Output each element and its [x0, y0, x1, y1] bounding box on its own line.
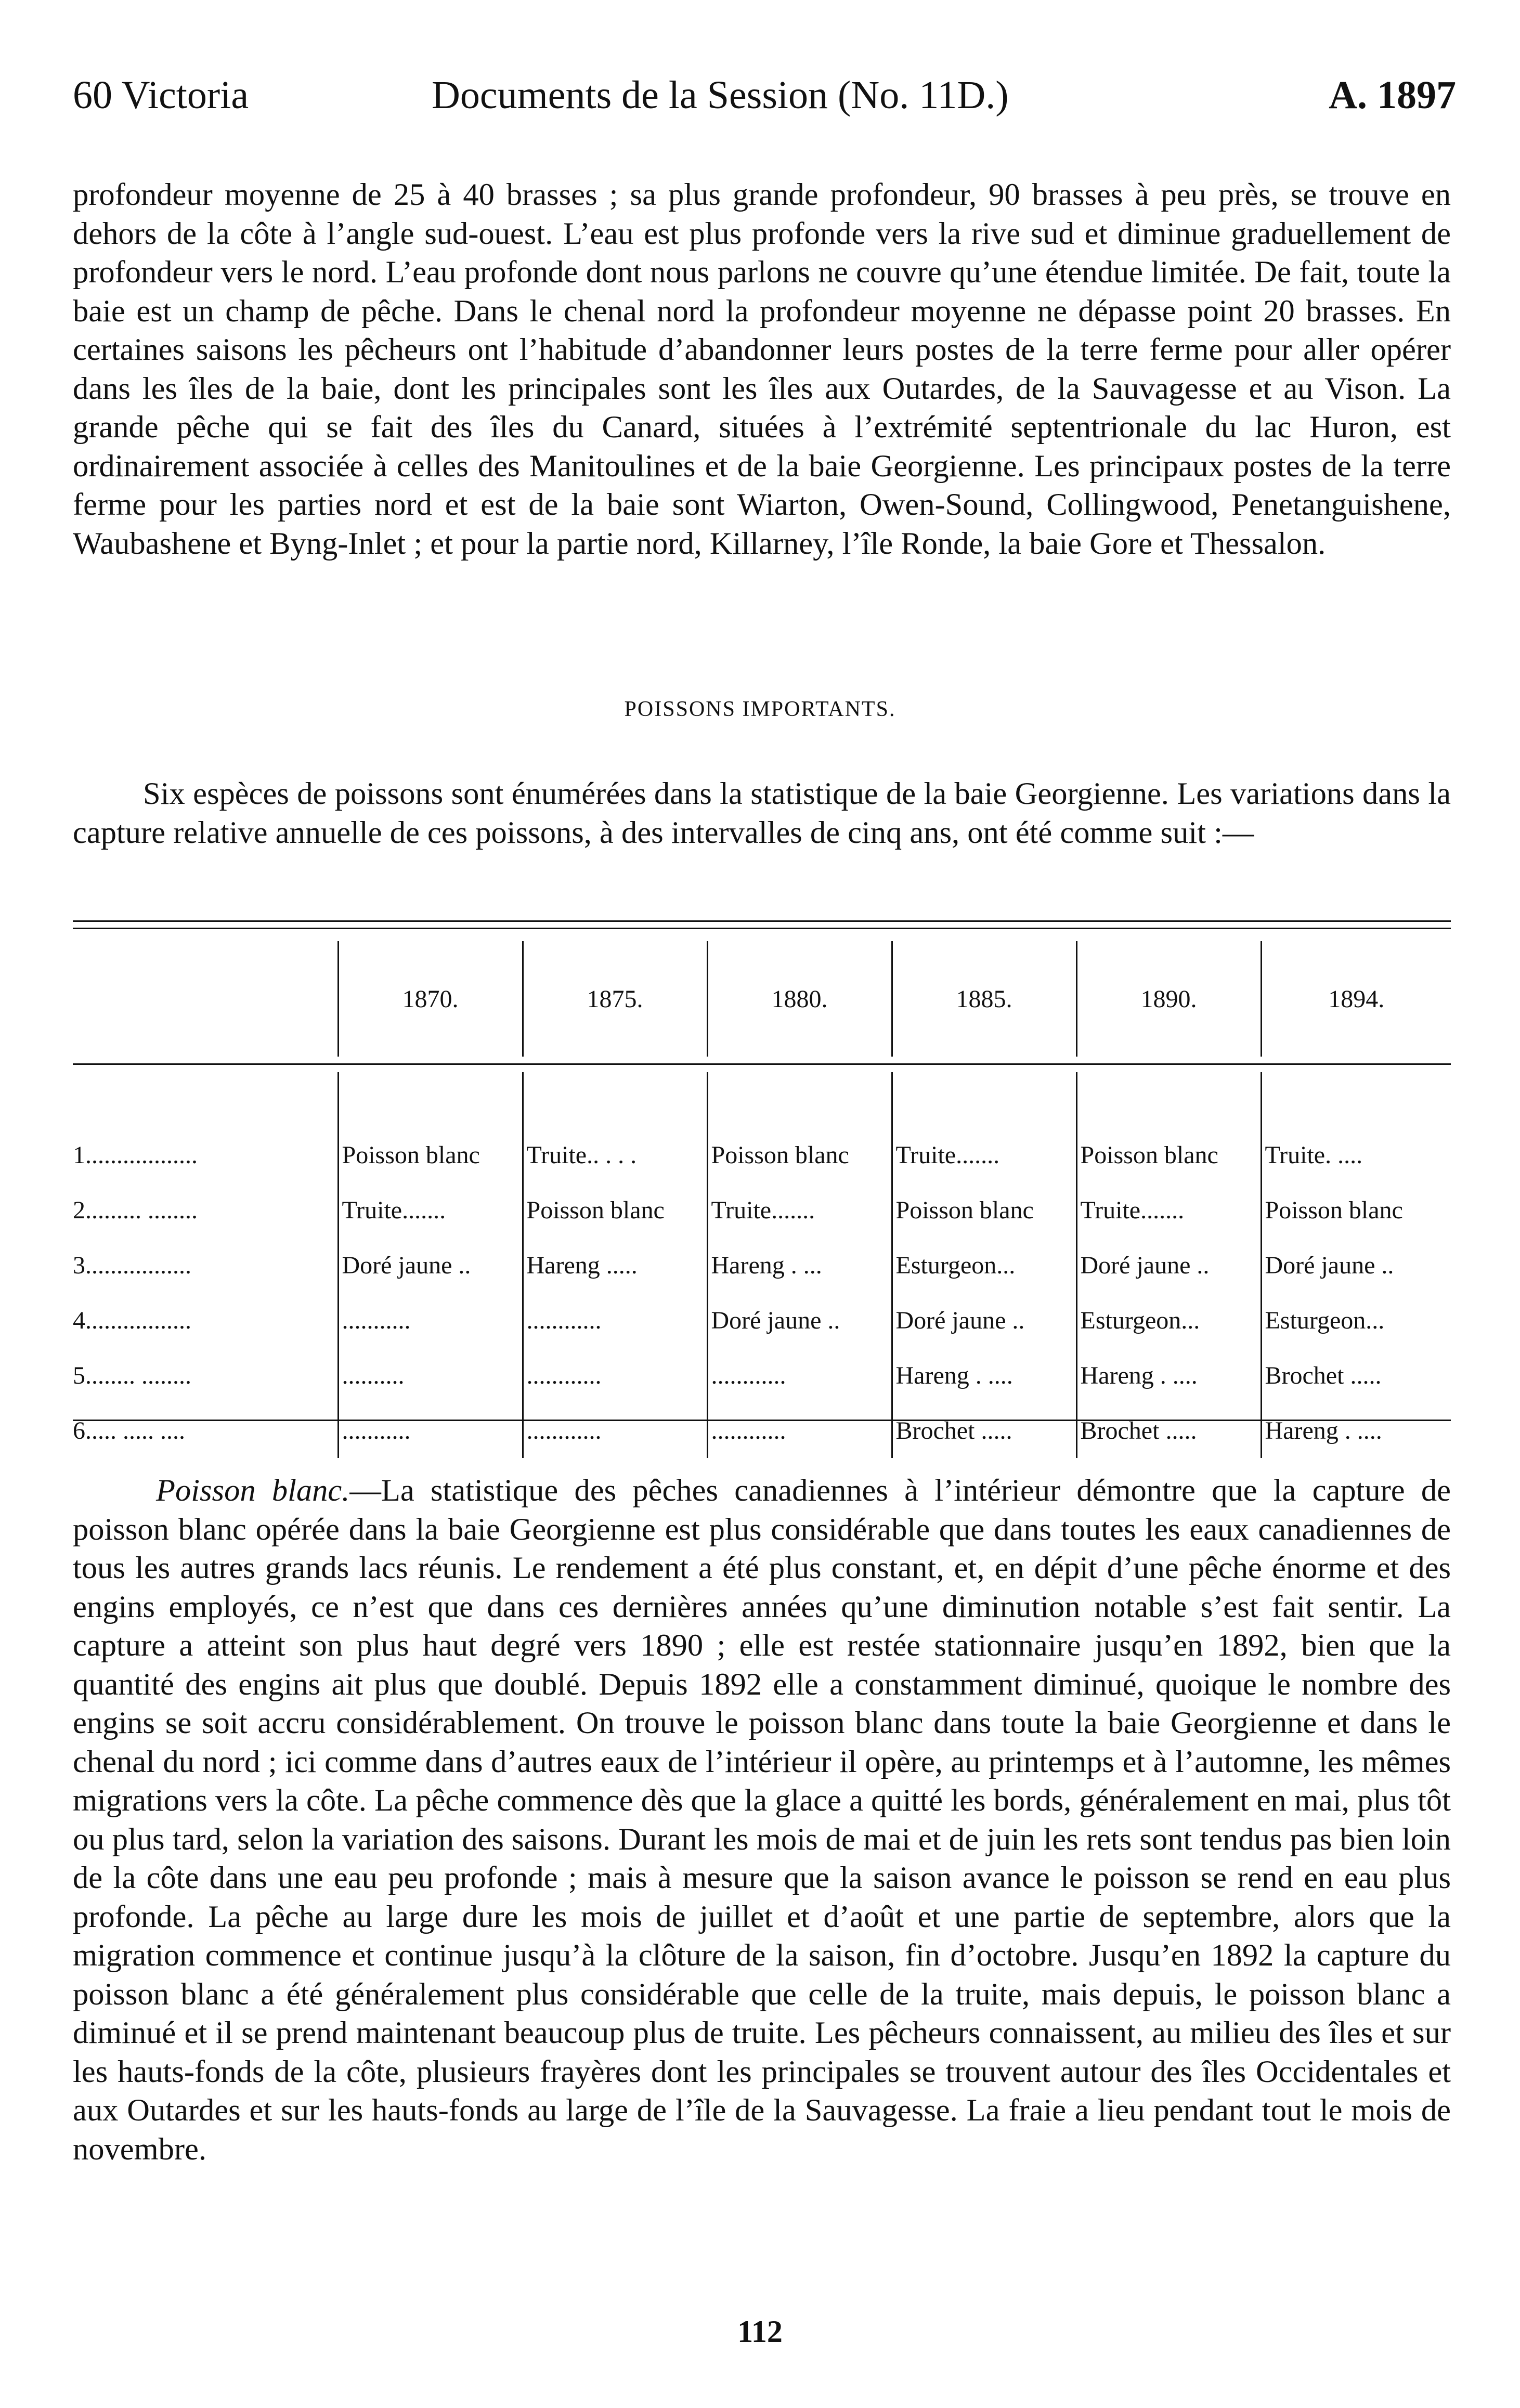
table-cell: Truite.......	[707, 1182, 892, 1238]
species-ranking-table	[73, 920, 1451, 1444]
table-cell: ............	[707, 1348, 892, 1403]
page-number: 112	[737, 2314, 783, 2349]
header-year: 1890.	[1076, 941, 1261, 1064]
rank-cell: 3.................	[73, 1251, 191, 1279]
table-cell: ...........	[338, 1293, 523, 1348]
table-cell: Brochet .....	[892, 1403, 1076, 1458]
header-year: 1894.	[1261, 941, 1451, 1064]
table-cell: ............	[523, 1348, 707, 1403]
header-year: 1875.	[523, 941, 707, 1064]
rank-cell: 1..................	[73, 1141, 198, 1169]
running-header	[73, 62, 1456, 125]
table-cell: Hareng . ....	[1076, 1348, 1261, 1403]
table-header-row	[73, 941, 1451, 1064]
paragraph-poisson-blanc	[73, 1472, 1451, 2169]
table-cell: Poisson blanc	[1261, 1182, 1451, 1238]
table-cell: ............	[523, 1403, 707, 1458]
header-year: 1870.	[338, 941, 523, 1064]
table-cell: Hareng . ...	[707, 1238, 892, 1293]
table-row	[73, 1127, 1451, 1182]
paragraph-depth: profondeur moyenne de 25 à 40 brasses ; sa plus grande profondeur, 90 brasses à peu près, se trouve en dehors de la côte à l’angle sud-ouest. L’eau est plus profonde vers la rive sud et diminue graduellement de profondeur vers le nord. L’eau profonde dont nous parlons ne couvre qu’une étendue limitée. De fait, toute la baie est un champ de pêche. Dans le chenal nord la profondeur moyenne ne dépasse point 20 brasses. En certaines saisons les pêcheurs ont l’habitude d’abandonner leurs postes de la terre ferme pour aller opérer dans les îles de la baie, dont les principales sont les îles aux Outardes, de la Sauvagesse et au Vison. La grande pêche qui se fait des îles du Canard, situées à l’extrémité septentrionale du lac Huron, est ordinairement associée à celles des Manitoulines et de la baie Georgienne. Les principaux postes de la terre ferme pour les parties nord et est de la baie sont Wiarton, Owen-Sound, Collingwood, Penetanguishene, Waubashene et Byng-Inlet ; et pour la partie nord, Killarney, l’île Ronde, la baie Gore et Thessalon.	[73, 177, 1451, 561]
table-cell: Truite. ....	[1261, 1127, 1451, 1182]
table-cell: Poisson blanc	[1076, 1127, 1261, 1182]
header-volume: 60 Victoria	[73, 73, 249, 117]
paragraph-lead-term: Poisson blanc.	[156, 1473, 350, 1508]
table-cell: ............	[523, 1293, 707, 1348]
table-cell: Poisson blanc	[892, 1182, 1076, 1238]
header-year: 1880.	[707, 941, 892, 1064]
table-cell: Hareng . ....	[892, 1348, 1076, 1403]
rank-cell: 6..... ..... ....	[73, 1416, 185, 1444]
table-cell: Truite.......	[1076, 1182, 1261, 1238]
table-cell: Brochet .....	[1261, 1348, 1451, 1403]
table-cell: ..........	[338, 1348, 523, 1403]
table-cell: Doré jaune ..	[1261, 1238, 1451, 1293]
table-cell: ............	[707, 1403, 892, 1458]
table-cell: Doré jaune ..	[338, 1238, 523, 1293]
rank-cell: 5........ ........	[73, 1361, 191, 1389]
table-cell: Doré jaune ..	[707, 1293, 892, 1348]
table-cell: Hareng . ....	[1261, 1403, 1451, 1458]
table-row	[73, 1403, 1451, 1458]
table-cell: Hareng .....	[523, 1238, 707, 1293]
section-title: POISSONS IMPORTANTS.	[624, 697, 896, 721]
spacer-row	[73, 1064, 1451, 1127]
table-cell: Truite.......	[892, 1127, 1076, 1182]
header-rank	[73, 941, 338, 1064]
table-cell: Esturgeon...	[1261, 1293, 1451, 1348]
table-cell: Truite.......	[338, 1182, 523, 1238]
header-year: A. 1897	[1329, 73, 1456, 117]
table-row	[73, 1238, 1451, 1293]
paragraph-body: —La statistique des pêches canadiennes à l’intérieur démontre que la capture de poisson blanc opérée dans la baie Georgienne est plus considérable que dans toutes les eaux canadiennes de tous les autres grands lacs réunis. Le rendement a été plus constant, et, en dépit d’une pêche énorme et des engins employés, ce n’est que dans ces dernières années qu’une diminution notable s’est fait sentir. La capture a atteint son plus haut degré vers 1890 ; elle est restée stationnaire jusqu’en 1892, bien que la quantité des engins ait plus que doublé. Depuis 1892 elle a constamment diminué, quoique le nombre des engins se soit accru considérablement. On trouve le poisson blanc dans toute la baie Georgienne et dans le chenal du nord ; ici comme dans d’autres eaux de l’intérieur il opère, au printemps et à l’automne, les mêmes migrations vers la côte. La pêche commence dès que la glace a quitté les bords, généralement en mai, plus tôt ou plus tard, selon la variation des saisons. Durant les mois de mai et de juin les rets sont tendus pas bien loin de la côte dans une eau peu profonde ; mais à mesure que la saison avance le poisson se rend en eau plus profonde. La pêche au large dure les mois de juillet et d’août et une partie de septembre, alors que la migration commence et continue jusqu’à la clôture de la saison, fin d’octobre. Jusqu’en 1892 la capture du poisson blanc a été généralement plus considérable que celle de la truite, mais depuis, le poisson blanc a diminué et il se prend maintenant beaucoup plus de truite. Les pêcheurs connaissent, au milieu des îles et sur les hauts-fonds de la côte, plusieurs frayères dont les principales se trouvent autour des îles Occidentales et aux Outardes et sur les hauts-fonds au large de l’île de la Sauvagesse. La fraie a lieu pendant tout le mois de novembre.	[73, 1473, 1451, 2167]
table-cell: Poisson blanc	[523, 1182, 707, 1238]
table-cell: Poisson blanc	[707, 1127, 892, 1182]
rank-cell: 2......... ........	[73, 1196, 198, 1224]
paragraph-intro-species: Six espèces de poissons sont énumérées dans la statistique de la baie Georgienne. Les variations dans la capture relative annuelle de ces poissons, à des intervalles de cinq ans, ont été comme suit :—	[73, 776, 1451, 850]
table-cell: Truite.. . . .	[523, 1127, 707, 1182]
fish-table	[73, 941, 1451, 1458]
table-cell: Doré jaune ..	[1076, 1238, 1261, 1293]
header-year: 1885.	[892, 941, 1076, 1064]
table-top-rule	[73, 920, 1451, 922]
table-cell: Esturgeon...	[892, 1238, 1076, 1293]
rank-cell: 4.................	[73, 1306, 191, 1334]
table-cell: Esturgeon...	[1076, 1293, 1261, 1348]
header-title: Documents de la Session (No. 11D.)	[432, 73, 1009, 117]
table-row	[73, 1182, 1451, 1238]
table-cell: Poisson blanc	[338, 1127, 523, 1182]
table-cell: ...........	[338, 1403, 523, 1458]
table-cell: Doré jaune ..	[892, 1293, 1076, 1348]
table-top-rule-inner	[73, 928, 1451, 929]
table-row	[73, 1348, 1451, 1403]
table-cell: Brochet .....	[1076, 1403, 1261, 1458]
table-row	[73, 1293, 1451, 1348]
